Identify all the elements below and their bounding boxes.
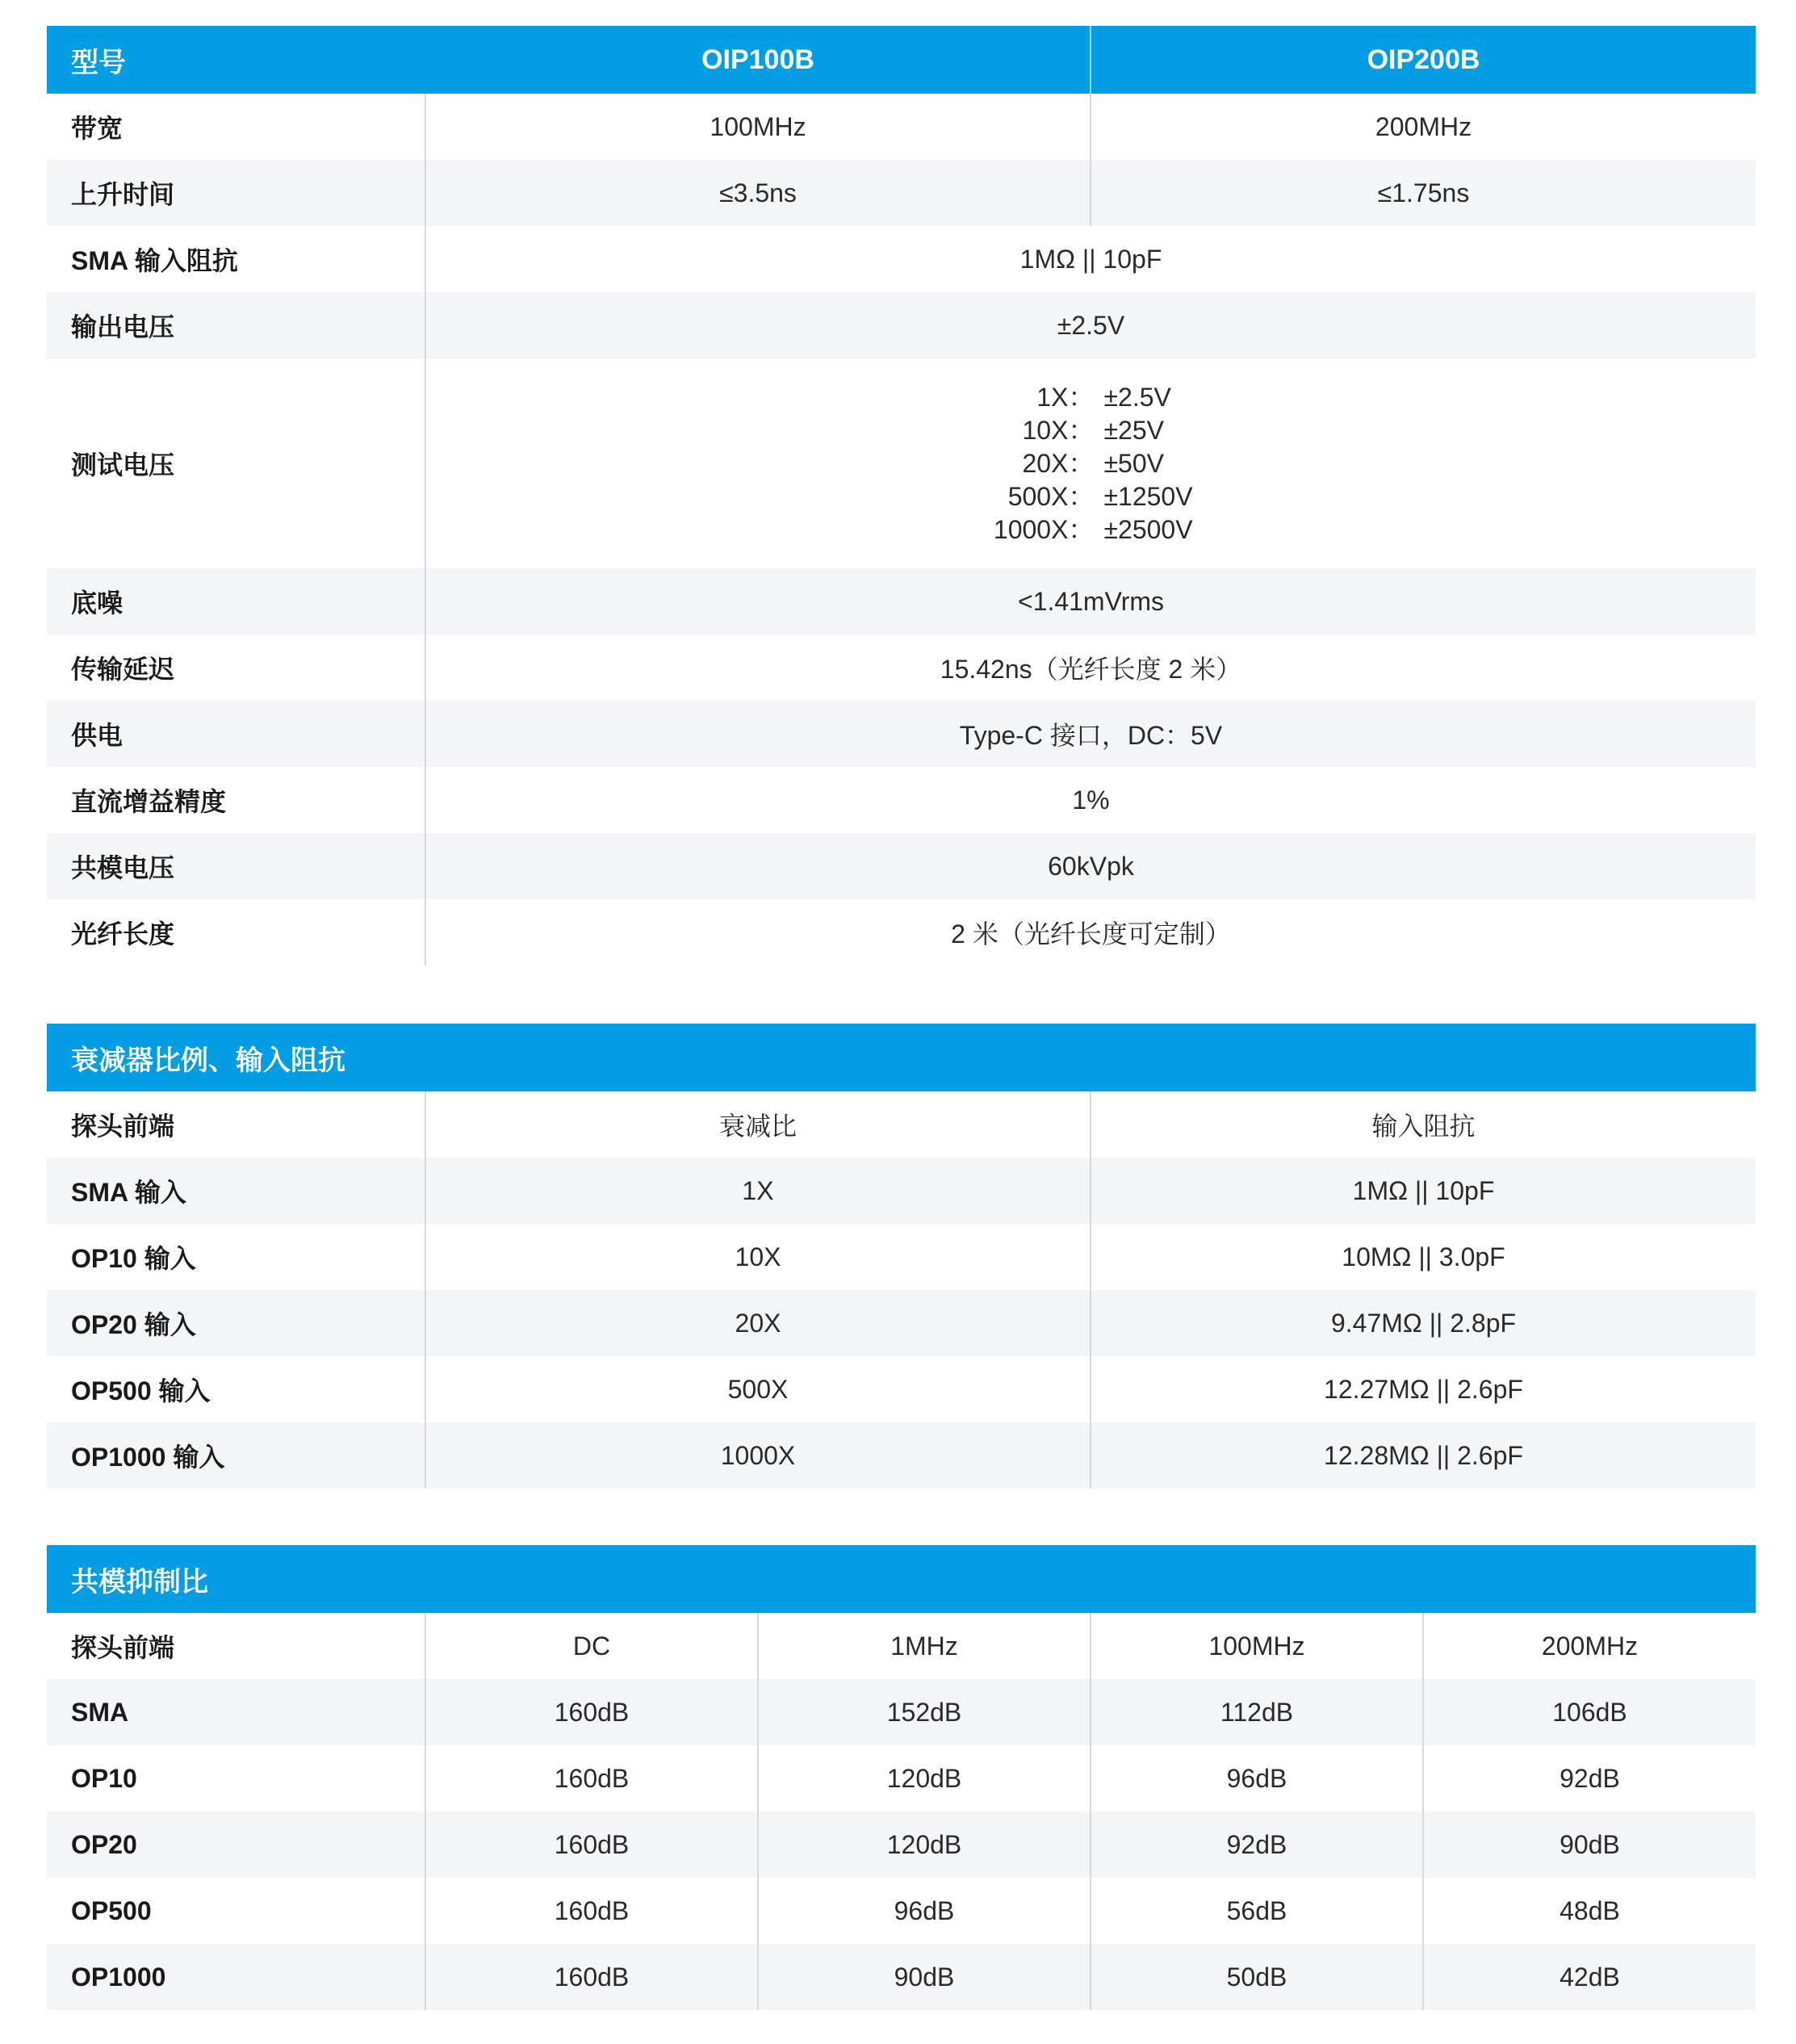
cell-value: Type-C 接口，DC：5V bbox=[959, 721, 1223, 750]
table-row bbox=[47, 833, 1756, 899]
column-header: 输入阻抗 bbox=[1090, 1091, 1756, 1158]
attenuator-table-header bbox=[47, 1024, 1756, 1091]
row-label: 输出电压 bbox=[47, 292, 426, 358]
voltage-ratio: 1X： bbox=[1036, 382, 1095, 412]
column-header: 探头前端 bbox=[47, 1091, 426, 1158]
cell-value: 1MΩ || 10pF bbox=[1019, 244, 1162, 274]
cell-value: 100MHz bbox=[710, 111, 806, 141]
spec-table bbox=[47, 26, 1756, 965]
cell-value: 160dB bbox=[554, 1829, 630, 1859]
cell-value: 106dB bbox=[1422, 1679, 1756, 1745]
table-row bbox=[47, 226, 1756, 292]
cell-value: 90dB bbox=[757, 1944, 1090, 2010]
table-row bbox=[47, 1224, 1756, 1290]
cell-value: 12.28MΩ || 2.6pF bbox=[1090, 1422, 1756, 1489]
voltage-value: ±2500V bbox=[1103, 514, 1193, 544]
table-row bbox=[47, 1158, 1756, 1224]
cell-value: 60kVpk bbox=[1048, 851, 1134, 881]
table-row bbox=[47, 1812, 1756, 1878]
table-row bbox=[47, 1679, 1756, 1745]
table-row bbox=[47, 568, 1756, 635]
cell-value: 50dB bbox=[1090, 1944, 1422, 2010]
voltage-value: ±2.5V bbox=[1103, 382, 1171, 412]
test-voltage-line bbox=[989, 381, 1170, 414]
cell-value: ≤3.5ns bbox=[719, 178, 797, 207]
row-label: OP20 bbox=[47, 1812, 426, 1878]
cell-value: 42dB bbox=[1422, 1944, 1756, 2010]
row-label: SMA bbox=[47, 1679, 426, 1745]
row-label: OP1000 bbox=[47, 1944, 426, 2010]
table-row bbox=[47, 94, 1756, 160]
cell-value: 1% bbox=[1072, 785, 1110, 815]
cell-value: 160dB bbox=[554, 1895, 630, 1925]
column-header: DC bbox=[572, 1631, 611, 1661]
column-header: 探头前端 bbox=[47, 1613, 426, 1679]
cell-value: 12.27MΩ || 2.6pF bbox=[1090, 1356, 1756, 1422]
table-row bbox=[47, 1944, 1756, 2010]
row-label: 直流增益精度 bbox=[47, 767, 426, 833]
table-row bbox=[47, 1613, 1756, 1679]
header-oip100b: OIP100B bbox=[701, 44, 814, 75]
test-voltage-line bbox=[989, 480, 1192, 513]
voltage-ratio: 1000X： bbox=[993, 514, 1095, 544]
row-label: 上升时间 bbox=[47, 160, 426, 226]
column-header: 200MHz bbox=[1422, 1613, 1756, 1679]
test-voltage-cell bbox=[426, 358, 1756, 568]
voltage-ratio: 500X： bbox=[1007, 481, 1095, 511]
row-label: 带宽 bbox=[47, 94, 426, 160]
voltage-value: ±1250V bbox=[1103, 481, 1193, 511]
table-row bbox=[47, 160, 1756, 226]
voltage-ratio: 20X： bbox=[1022, 448, 1095, 478]
cell-value: 152dB bbox=[757, 1679, 1090, 1745]
cell-value: 500X bbox=[727, 1374, 789, 1404]
column-header: 100MHz bbox=[1090, 1613, 1422, 1679]
voltage-value: ±25V bbox=[1103, 415, 1164, 445]
cell-value: 2 米（光纤长度可定制） bbox=[951, 919, 1231, 949]
section-title: 衰减器比例、输入阻抗 bbox=[71, 1045, 345, 1076]
column-header: 衰减比 bbox=[718, 1112, 797, 1141]
table-row bbox=[47, 1422, 1756, 1489]
cell-value: 15.42ns（光纤长度 2 米） bbox=[940, 655, 1242, 684]
test-voltage-line bbox=[989, 447, 1164, 480]
cell-value: 10X bbox=[735, 1242, 781, 1271]
cell-value: 112dB bbox=[1090, 1679, 1422, 1745]
cell-value: 96dB bbox=[757, 1878, 1090, 1944]
table-row bbox=[47, 701, 1756, 767]
cell-value: 1000X bbox=[720, 1440, 796, 1470]
table-row bbox=[47, 358, 1756, 568]
cell-value: 1X bbox=[742, 1175, 774, 1205]
cell-value: 120dB bbox=[757, 1812, 1090, 1878]
cell-value: ≤1.75ns bbox=[1090, 160, 1756, 226]
row-label: 共模电压 bbox=[47, 833, 426, 899]
table-row bbox=[47, 292, 1756, 358]
table-row bbox=[47, 1290, 1756, 1356]
cell-value: <1.41mVrms bbox=[1017, 586, 1165, 616]
cell-value: 20X bbox=[735, 1308, 781, 1338]
cell-value: 1MΩ || 10pF bbox=[1090, 1158, 1756, 1224]
row-label: OP500 bbox=[47, 1878, 426, 1944]
table-row bbox=[47, 1356, 1756, 1422]
spec-table-header bbox=[47, 26, 1756, 94]
voltage-value: ±50V bbox=[1103, 448, 1164, 478]
cell-value: 10MΩ || 3.0pF bbox=[1090, 1224, 1756, 1290]
table-row bbox=[47, 635, 1756, 701]
table-row bbox=[47, 1745, 1756, 1812]
header-divider bbox=[1090, 26, 1091, 94]
cell-value: 160dB bbox=[554, 1697, 630, 1727]
cell-value: ±2.5V bbox=[1057, 310, 1125, 340]
row-label: OP10 bbox=[47, 1745, 426, 1812]
header-model-label: 型号 bbox=[71, 47, 126, 78]
cell-value: 90dB bbox=[1422, 1812, 1756, 1878]
cell-value: 200MHz bbox=[1090, 94, 1756, 160]
row-label: 传输延迟 bbox=[47, 635, 426, 701]
table-row bbox=[47, 1878, 1756, 1944]
cell-value: 9.47MΩ || 2.8pF bbox=[1090, 1290, 1756, 1356]
test-voltage-list bbox=[989, 381, 1192, 547]
row-label: 测试电压 bbox=[47, 358, 426, 568]
cell-value: 160dB bbox=[554, 1962, 630, 1992]
row-label: OP1000 输入 bbox=[47, 1422, 426, 1489]
table-row bbox=[47, 767, 1756, 833]
cmrr-table bbox=[47, 1545, 1756, 2010]
row-label: OP500 输入 bbox=[47, 1356, 426, 1422]
row-label: 光纤长度 bbox=[47, 899, 426, 965]
cell-value: 92dB bbox=[1090, 1812, 1422, 1878]
cmrr-table-header bbox=[47, 1545, 1756, 1613]
table-row bbox=[47, 1091, 1756, 1158]
header-oip200b: OIP200B bbox=[1367, 44, 1480, 75]
row-label: 供电 bbox=[47, 701, 426, 767]
row-label: OP20 输入 bbox=[47, 1290, 426, 1356]
column-header: 1MHz bbox=[757, 1613, 1090, 1679]
row-label: 底噪 bbox=[47, 568, 426, 635]
cell-value: 160dB bbox=[554, 1763, 630, 1793]
test-voltage-line bbox=[989, 414, 1164, 447]
row-label: OP10 输入 bbox=[47, 1224, 426, 1290]
cell-value: 120dB bbox=[757, 1745, 1090, 1812]
test-voltage-line bbox=[989, 513, 1192, 547]
table-row bbox=[47, 899, 1756, 965]
cell-value: 96dB bbox=[1090, 1745, 1422, 1812]
row-label: SMA 输入阻抗 bbox=[47, 226, 426, 292]
voltage-ratio: 10X： bbox=[1022, 415, 1095, 445]
row-label: SMA 输入 bbox=[47, 1158, 426, 1224]
attenuator-table bbox=[47, 1024, 1756, 1489]
cell-value: 92dB bbox=[1422, 1745, 1756, 1812]
cell-value: 48dB bbox=[1422, 1878, 1756, 1944]
cell-value: 56dB bbox=[1090, 1878, 1422, 1944]
section-title: 共模抑制比 bbox=[71, 1566, 208, 1598]
